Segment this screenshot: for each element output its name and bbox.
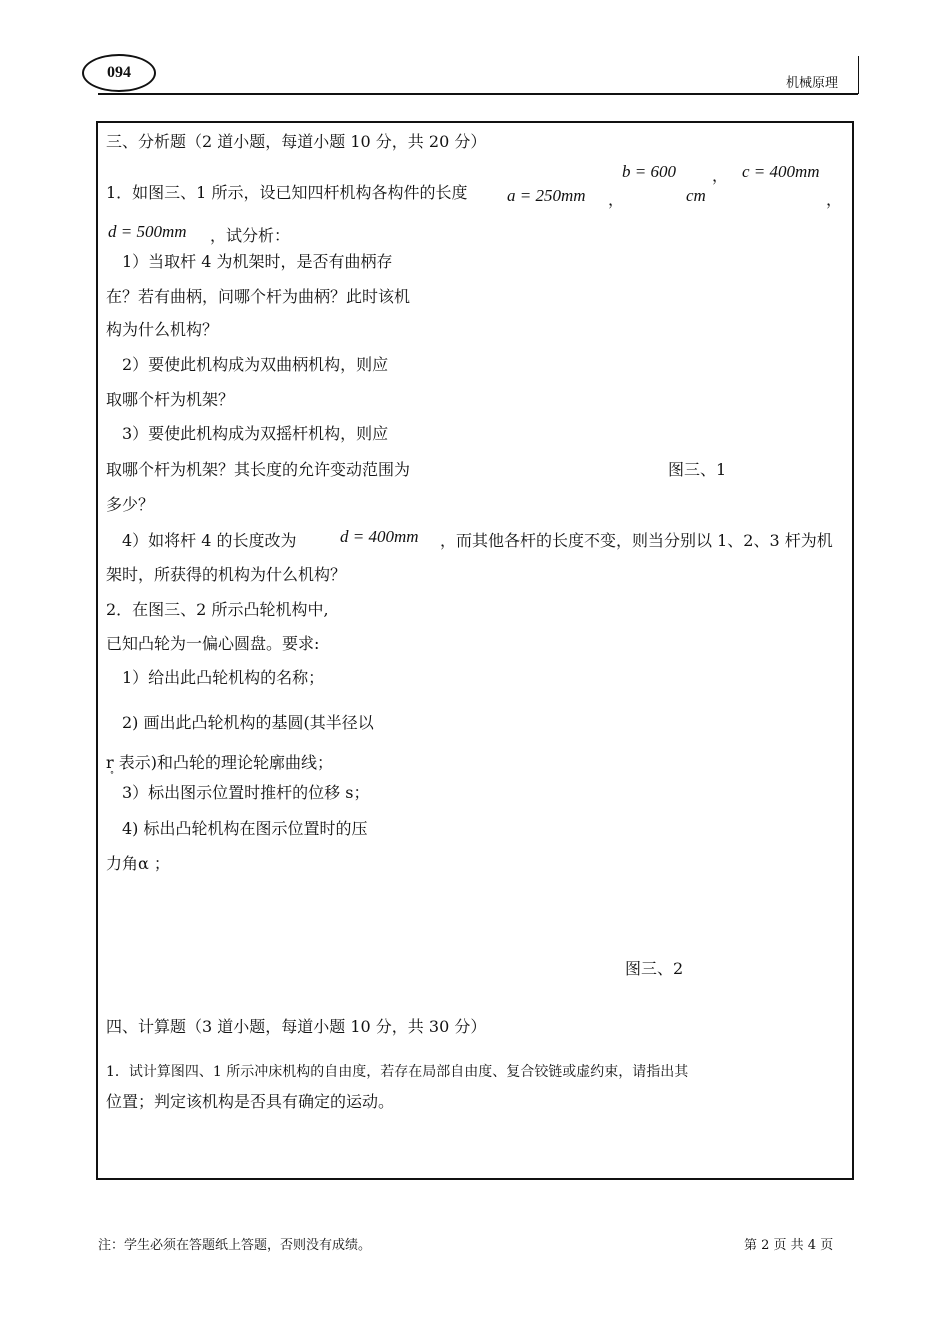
q1-part1-line1: 1）当取杆 4 为机架时，是否有曲柄存 — [122, 252, 393, 271]
q1-intro: 1．如图三、1 所示，设已知四杆机构各构件的长度 — [106, 183, 468, 202]
header-rule — [98, 93, 858, 95]
q1-part4-prefix: 4）如将杆 4 的长度改为 — [122, 531, 297, 550]
section4-q1-line1: 1．试计算图四、1 所示冲床机构的自由度，若存在局部自由度、复合铰链或虚约束，请指出其 — [106, 1064, 689, 1080]
q1-part1-line3: 构为什么机构？ — [106, 320, 219, 339]
q2-small-mark: ° — [110, 770, 114, 779]
q2-part4-line2: 力角α ； — [106, 854, 170, 873]
q1-part4-suffix: ，而其他各杆的长度不变，则当分别以 1、2、3 杆为机 — [440, 531, 833, 550]
header-divider — [858, 56, 859, 94]
q1-part3-line1: 3）要使此机构成为双摇杆机构，则应 — [122, 424, 389, 443]
q2-part2-line1: 2) 画出此凸轮机构的基圆(其半径以 — [122, 713, 374, 732]
section4-q1-line2: 位置；判定该机构是否具有确定的运动。 — [106, 1092, 395, 1111]
q1-part4-equation: d = 400mm — [340, 527, 419, 546]
exam-code-badge — [82, 54, 156, 92]
q1-part3-line3: 多少？ — [106, 495, 155, 514]
q1-part1-line2: 在？若有曲柄，问哪个杆为曲柄？此时该机 — [106, 287, 411, 306]
q1-part4-line2: 架时，所获得的机构为什么机构？ — [106, 565, 347, 584]
q1-comma-1: ， — [608, 190, 625, 209]
q1-b-unit: cm — [686, 186, 706, 205]
q1-part2-line2: 取哪个杆为机架？ — [106, 390, 235, 409]
q2-part1: 1）给出此凸轮机构的名称； — [122, 668, 325, 687]
q1-d-equation: d = 500mm — [108, 222, 187, 241]
footer-page-number: 第 2 页 共 4 页 — [744, 1238, 834, 1253]
section3-title: 三、分析题（2 道小题，每道小题 10 分，共 20 分） — [106, 132, 487, 151]
q2-line2: 已知凸轮为一偏心圆盘。要求: — [106, 634, 320, 653]
figure-3-1-label: 图三、1 — [668, 460, 727, 479]
q1-a-equation: a = 250mm — [507, 186, 586, 205]
q1-intro-suffix: ，试分析： — [210, 226, 291, 245]
q1-comma-3: ， — [826, 190, 843, 209]
q1-b-equation: b = 600 — [622, 162, 676, 181]
q2-part2-line2: r 表示)和凸轮的理论轮廓曲线； — [106, 753, 333, 772]
subject-title: 机械原理 — [786, 76, 839, 91]
q1-c-equation: c = 400mm — [742, 162, 820, 181]
exam-code: 094 — [107, 64, 131, 81]
q2-part4-line1: 4) 标出凸轮机构在图示位置时的压 — [122, 819, 368, 838]
q2-part3: 3）标出图示位置时推杆的位移 s； — [122, 783, 370, 802]
q1-comma-2: ， — [712, 166, 729, 185]
q1-part2-line1: 2）要使此机构成为双曲柄机构，则应 — [122, 355, 389, 374]
q2-line1: 2．在图三、2 所示凸轮机构中, — [106, 600, 329, 619]
footer-note: 注：学生必须在答题纸上答题，否则没有成绩。 — [98, 1238, 372, 1253]
q1-part3-line2: 取哪个杆为机架？其长度的允许变动范围为 — [106, 460, 411, 479]
section4-title: 四、计算题（3 道小题，每道小题 10 分，共 30 分） — [106, 1017, 487, 1036]
figure-3-2-label: 图三、2 — [625, 959, 684, 978]
